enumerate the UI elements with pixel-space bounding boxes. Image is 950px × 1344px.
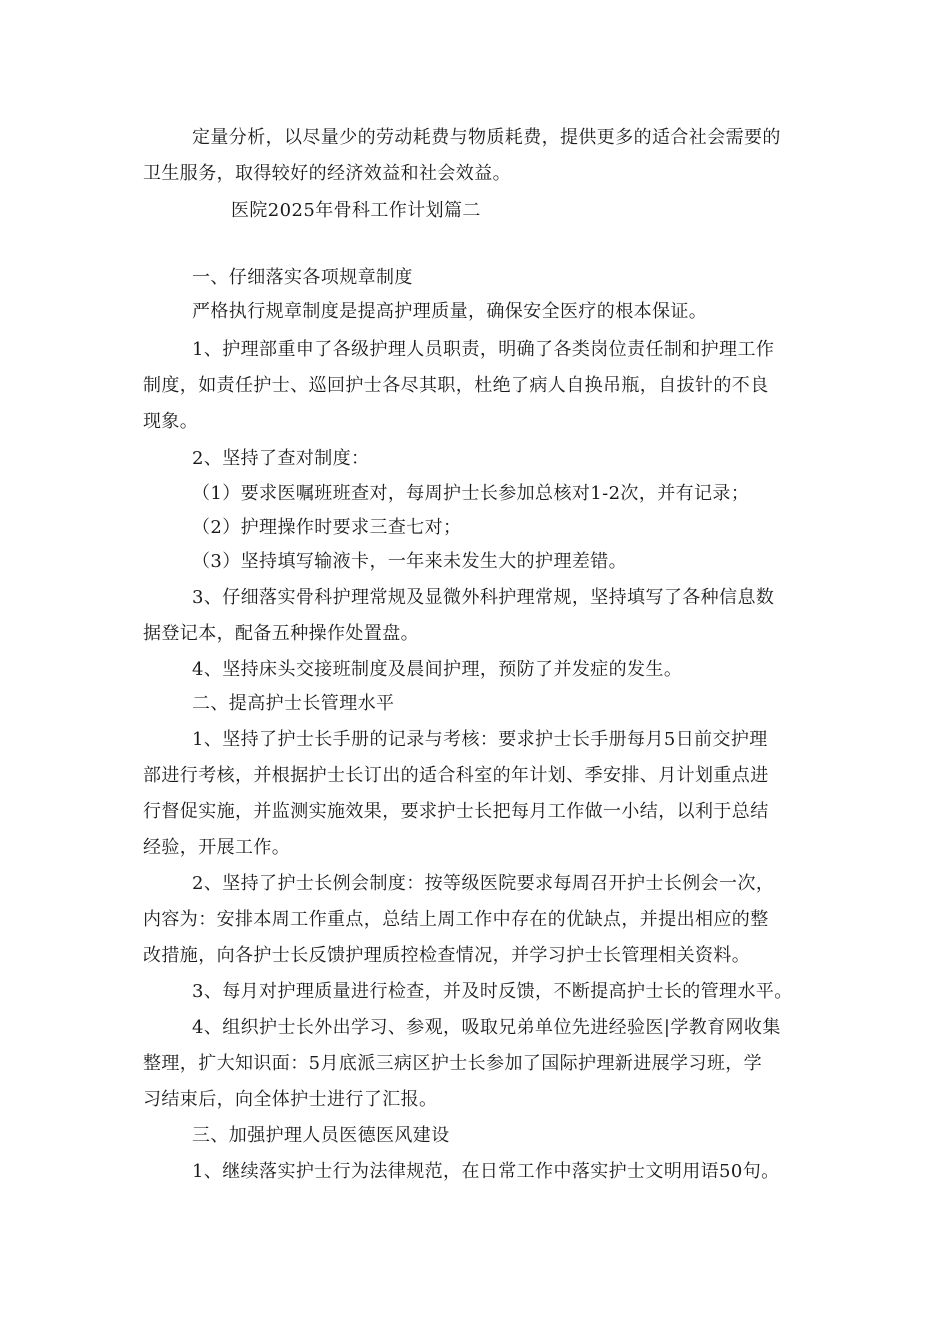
paragraph-line: 定量分析，以尽量少的劳动耗费与物质耗费，提供更多的适合社会需要的 [192,127,781,148]
list-item-line: 3、仔细落实骨科护理常规及显微外科护理常规，坚持填写了各种信息数 [192,587,775,608]
list-item-line: 据登记本，配备五种操作处置盘。 [143,623,419,644]
sub-list-item: （2）护理操作时要求三查七对； [192,517,462,538]
section-title: 医院2025年骨科工作计划篇二 [231,200,481,221]
list-item-line: 习结束后，向全体护士进行了汇报。 [143,1089,438,1110]
list-item-line: 4、组织护士长外出学习、参观，吸取兄弟单位先进经验医|学教育网收集 [192,1017,781,1038]
list-item-line: 现象。 [143,411,199,432]
paragraph-line: 卫生服务，取得较好的经济效益和社会效益。 [143,163,511,184]
list-item-line: 1、护理部重申了各级护理人员职责，明确了各类岗位责任制和护理工作 [192,339,775,360]
sub-list-item: （1）要求医嘱班班查对，每周护士长参加总核对1-2次，并有记录； [192,483,750,504]
list-item-line: 制度，如责任护士、巡回护士各尽其职，杜绝了病人自换吊瓶，自拔针的不良 [143,375,769,396]
list-item-line: 部进行考核，并根据护士长订出的适合科室的年计划、季安排、月计划重点进 [143,765,769,786]
list-item-line: 2、坚持了护士长例会制度：按等级医院要求每周召开护士长例会一次， [192,873,775,894]
list-item-line: 改措施，向各护士长反馈护理质控检查情况，并学习护士长管理相关资料。 [143,945,751,966]
list-item-line: 经验，开展工作。 [143,837,291,858]
heading-3: 三、加强护理人员医德医风建设 [192,1125,450,1146]
list-item-line: 1、坚持了护士长手册的记录与考核：要求护士长手册每月5日前交护理 [192,729,768,750]
list-item: 4、坚持床头交接班制度及晨间护理，预防了并发症的发生。 [192,659,683,680]
list-item-line: 行督促实施，并监测实施效果，要求护士长把每月工作做一小结，以利于总结 [143,801,769,822]
heading-1: 一、仔细落实各项规章制度 [192,267,413,288]
list-item: 1、继续落实护士行为法律规范，在日常工作中落实护士文明用语50句。 [192,1161,780,1182]
paragraph-line: 严格执行规章制度是提高护理质量，确保安全医疗的根本保证。 [192,301,708,322]
list-item: 3、每月对护理质量进行检查，并及时反馈，不断提高护士长的管理水平。 [192,981,793,1002]
list-item: 2、坚持了查对制度： [192,448,370,469]
heading-2: 二、提高护士长管理水平 [192,693,395,714]
list-item-line: 内容为：安排本周工作重点，总结上周工作中存在的优缺点，并提出相应的整 [143,909,769,930]
list-item-line: 整理，扩大知识面：5月底派三病区护士长参加了国际护理新进展学习班，学 [143,1053,763,1074]
sub-list-item: （3）坚持填写输液卡，一年来未发生大的护理差错。 [192,551,628,572]
